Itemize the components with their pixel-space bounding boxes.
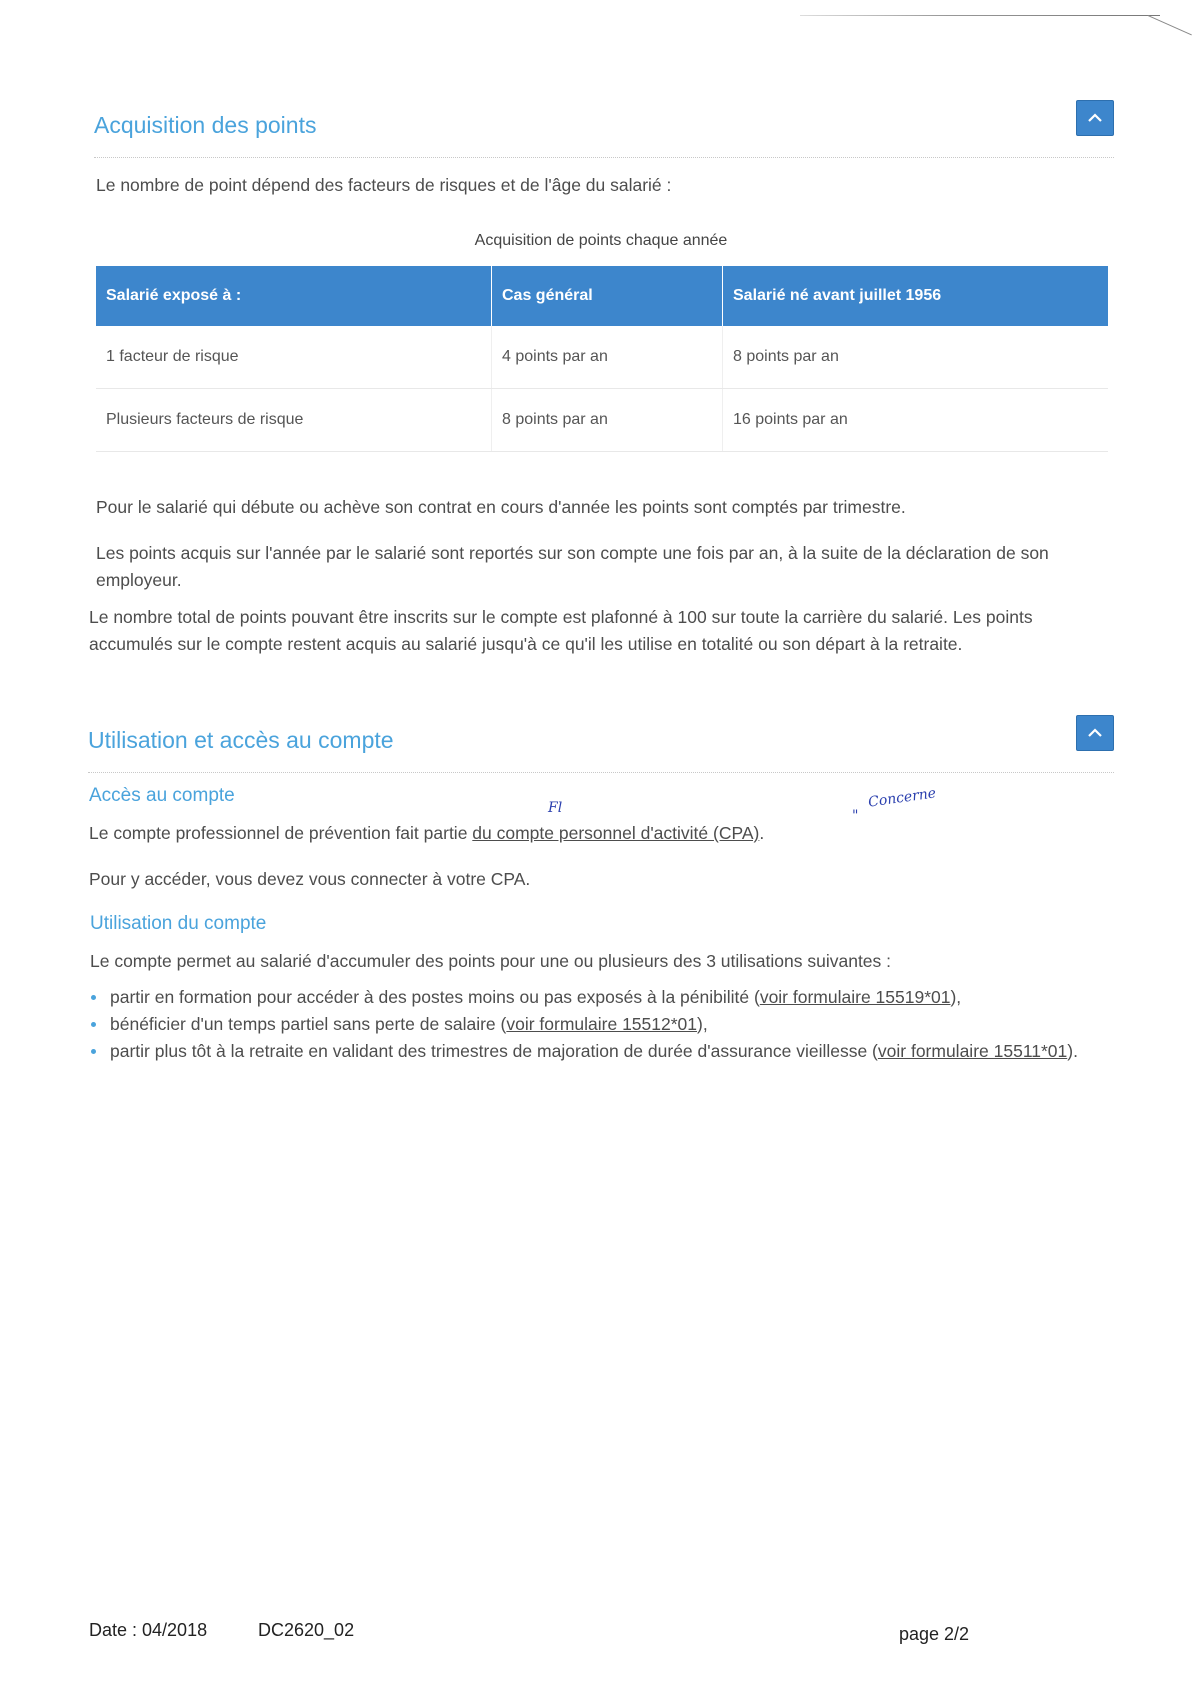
cell-risk-factor: 1 facteur de risque <box>96 326 492 389</box>
paragraph-plafond: Le nombre total de points pouvant être inscrits sur le compte est plafonné à 100 sur toute la carrière du salarié. Les points accumulés sur le compte restent acquis au salarié jusqu'à ce qu'il les utilise en totalité ou son départ à la retraite. <box>89 607 1033 654</box>
paragraph-trimestre: Pour le salarié qui débute ou achève son contrat en cours d'année les points sont comptés par trimestre. <box>96 497 906 517</box>
usage-text: partir en formation pour accéder à des postes moins ou pas exposés à la pénibilité ( <box>110 987 760 1007</box>
access-text: Le compte professionnel de prévention fait partie <box>89 823 473 843</box>
footer-date: Date : 04/2018 <box>89 1620 208 1640</box>
section-title-acquisition: Acquisition des points <box>94 112 317 138</box>
header-born-before-1956: Salarié né avant juillet 1956 <box>723 266 1109 326</box>
usage-list <box>88 984 1118 1065</box>
collapse-utilisation-button[interactable] <box>1076 715 1114 751</box>
handwritten-quote-mark: " <box>852 808 859 824</box>
table-row <box>96 326 1108 389</box>
form-link[interactable]: voir formulaire 15512*01 <box>506 1014 698 1034</box>
footer-code: DC2620_02 <box>258 1620 355 1640</box>
cell-pre1956-points: 8 points par an <box>723 326 1109 389</box>
footer-page-number: page 2/2 <box>899 1624 970 1644</box>
access-instructions: Pour y accéder, vous devez vous connecter à votre CPA. <box>89 869 531 889</box>
handwritten-note-fl: Fl <box>548 800 563 816</box>
subtitle-usage: Utilisation du compte <box>90 913 267 934</box>
list-item <box>88 1038 1118 1065</box>
usage-text: partir plus tôt à la retraite en validant des trimestres de majoration de durée d'assurance vieillesse ( <box>110 1041 878 1061</box>
bullet-icon <box>91 1049 96 1054</box>
scan-corner-fold <box>1148 15 1192 35</box>
list-item <box>88 984 1118 1011</box>
access-paragraph <box>89 820 1089 847</box>
access-text-end: . <box>759 823 765 843</box>
usage-text-end: ), <box>697 1014 708 1034</box>
form-link[interactable]: voir formulaire 15511*01 <box>877 1041 1068 1061</box>
section-divider <box>88 772 1114 773</box>
cell-risk-factor: Plusieurs facteurs de risque <box>96 389 492 452</box>
collapse-acquisition-button[interactable] <box>1076 100 1114 136</box>
form-link[interactable]: voir formulaire 15519*01 <box>759 987 951 1007</box>
section-header-utilisation <box>88 727 1114 773</box>
subtitle-access: Accès au compte <box>89 785 235 806</box>
scan-edge-line <box>800 15 1160 16</box>
chevron-up-icon <box>1087 113 1103 123</box>
section-divider <box>94 157 1114 158</box>
section-header-acquisition <box>94 112 1114 158</box>
cell-general-points: 4 points par an <box>492 326 723 389</box>
points-table <box>96 266 1108 452</box>
acquisition-intro: Le nombre de point dépend des facteurs de risques et de l'âge du salarié : <box>96 175 672 195</box>
usage-text: bénéficier d'un temps partiel sans perte de salaire ( <box>110 1014 507 1034</box>
handwritten-note-concerne: Concerne <box>867 785 938 811</box>
usage-text-end: ). <box>1067 1041 1078 1061</box>
header-general-case: Cas général <box>492 266 723 326</box>
bullet-icon <box>91 995 96 1000</box>
table-header-row <box>96 266 1108 326</box>
table-caption: Acquisition de points chaque année <box>474 232 728 249</box>
cell-pre1956-points: 16 points par an <box>723 389 1109 452</box>
cpa-link[interactable]: du compte personnel d'activité (CPA) <box>472 823 760 843</box>
bullet-icon <box>91 1022 96 1027</box>
section-title-utilisation: Utilisation et accès au compte <box>88 727 394 753</box>
usage-intro: Le compte permet au salarié d'accumuler des points pour une ou plusieurs des 3 utilisations suivantes : <box>90 951 892 971</box>
paragraph-report: Les points acquis sur l'année par le salarié sont reportés sur son compte une fois par an, à la suite de la déclaration de son employeur. <box>96 543 1049 590</box>
usage-text-end: ), <box>950 987 962 1007</box>
table-row <box>96 389 1108 452</box>
cell-general-points: 8 points par an <box>492 389 723 452</box>
header-exposed: Salarié exposé à : <box>96 266 492 326</box>
list-item <box>88 1011 1118 1038</box>
chevron-up-icon <box>1087 728 1103 738</box>
